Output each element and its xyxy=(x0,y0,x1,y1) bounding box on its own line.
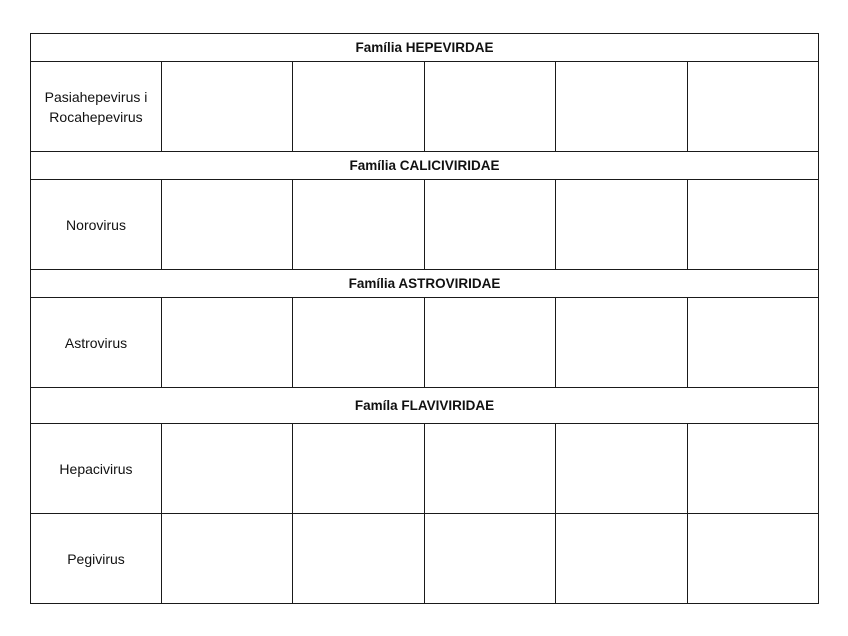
empty-cell[interactable] xyxy=(687,180,818,270)
genus-name-line: Pasiahepevirus i xyxy=(44,88,148,105)
empty-cell[interactable] xyxy=(424,62,555,152)
empty-cell[interactable] xyxy=(556,62,687,152)
empty-cell[interactable] xyxy=(424,514,555,604)
family-header-row xyxy=(31,388,819,424)
empty-cell[interactable] xyxy=(687,298,818,388)
genus-name-cell: Norovirus xyxy=(31,180,162,270)
genus-name-cell: Hepacivirus xyxy=(31,424,162,514)
family-header-flaviviridae: Famíla FLAVIVIRIDAE xyxy=(31,388,819,424)
genus-name-line: Rocahepevirus xyxy=(49,108,143,125)
empty-cell[interactable] xyxy=(162,514,293,604)
family-header-row xyxy=(31,34,819,62)
genus-row xyxy=(31,298,819,388)
empty-cell[interactable] xyxy=(293,514,424,604)
genus-row xyxy=(31,62,819,152)
empty-cell[interactable] xyxy=(162,298,293,388)
empty-cell[interactable] xyxy=(293,424,424,514)
empty-cell[interactable] xyxy=(293,298,424,388)
empty-cell[interactable] xyxy=(556,298,687,388)
empty-cell[interactable] xyxy=(687,514,818,604)
genus-row xyxy=(31,514,819,604)
genus-name-cell xyxy=(31,62,162,152)
empty-cell[interactable] xyxy=(162,424,293,514)
genus-name-cell: Astrovirus xyxy=(31,298,162,388)
empty-cell[interactable] xyxy=(687,62,818,152)
family-header-astroviridae: Família ASTROVIRIDAE xyxy=(31,270,819,298)
genus-row xyxy=(31,180,819,270)
empty-cell[interactable] xyxy=(162,180,293,270)
empty-cell[interactable] xyxy=(424,298,555,388)
empty-cell[interactable] xyxy=(293,180,424,270)
empty-cell[interactable] xyxy=(424,424,555,514)
empty-cell[interactable] xyxy=(556,180,687,270)
genus-name-cell: Pegivirus xyxy=(31,514,162,604)
empty-cell[interactable] xyxy=(162,62,293,152)
empty-cell[interactable] xyxy=(293,62,424,152)
family-header-caliciviridae: Família CALICIVIRIDAE xyxy=(31,152,819,180)
empty-cell[interactable] xyxy=(556,424,687,514)
family-header-row xyxy=(31,152,819,180)
empty-cell[interactable] xyxy=(556,514,687,604)
virus-families-table xyxy=(30,33,819,604)
family-header-hepeviridae: Família HEPEVIRDAE xyxy=(31,34,819,62)
empty-cell[interactable] xyxy=(424,180,555,270)
family-header-row xyxy=(31,270,819,298)
genus-row xyxy=(31,424,819,514)
empty-cell[interactable] xyxy=(687,424,818,514)
